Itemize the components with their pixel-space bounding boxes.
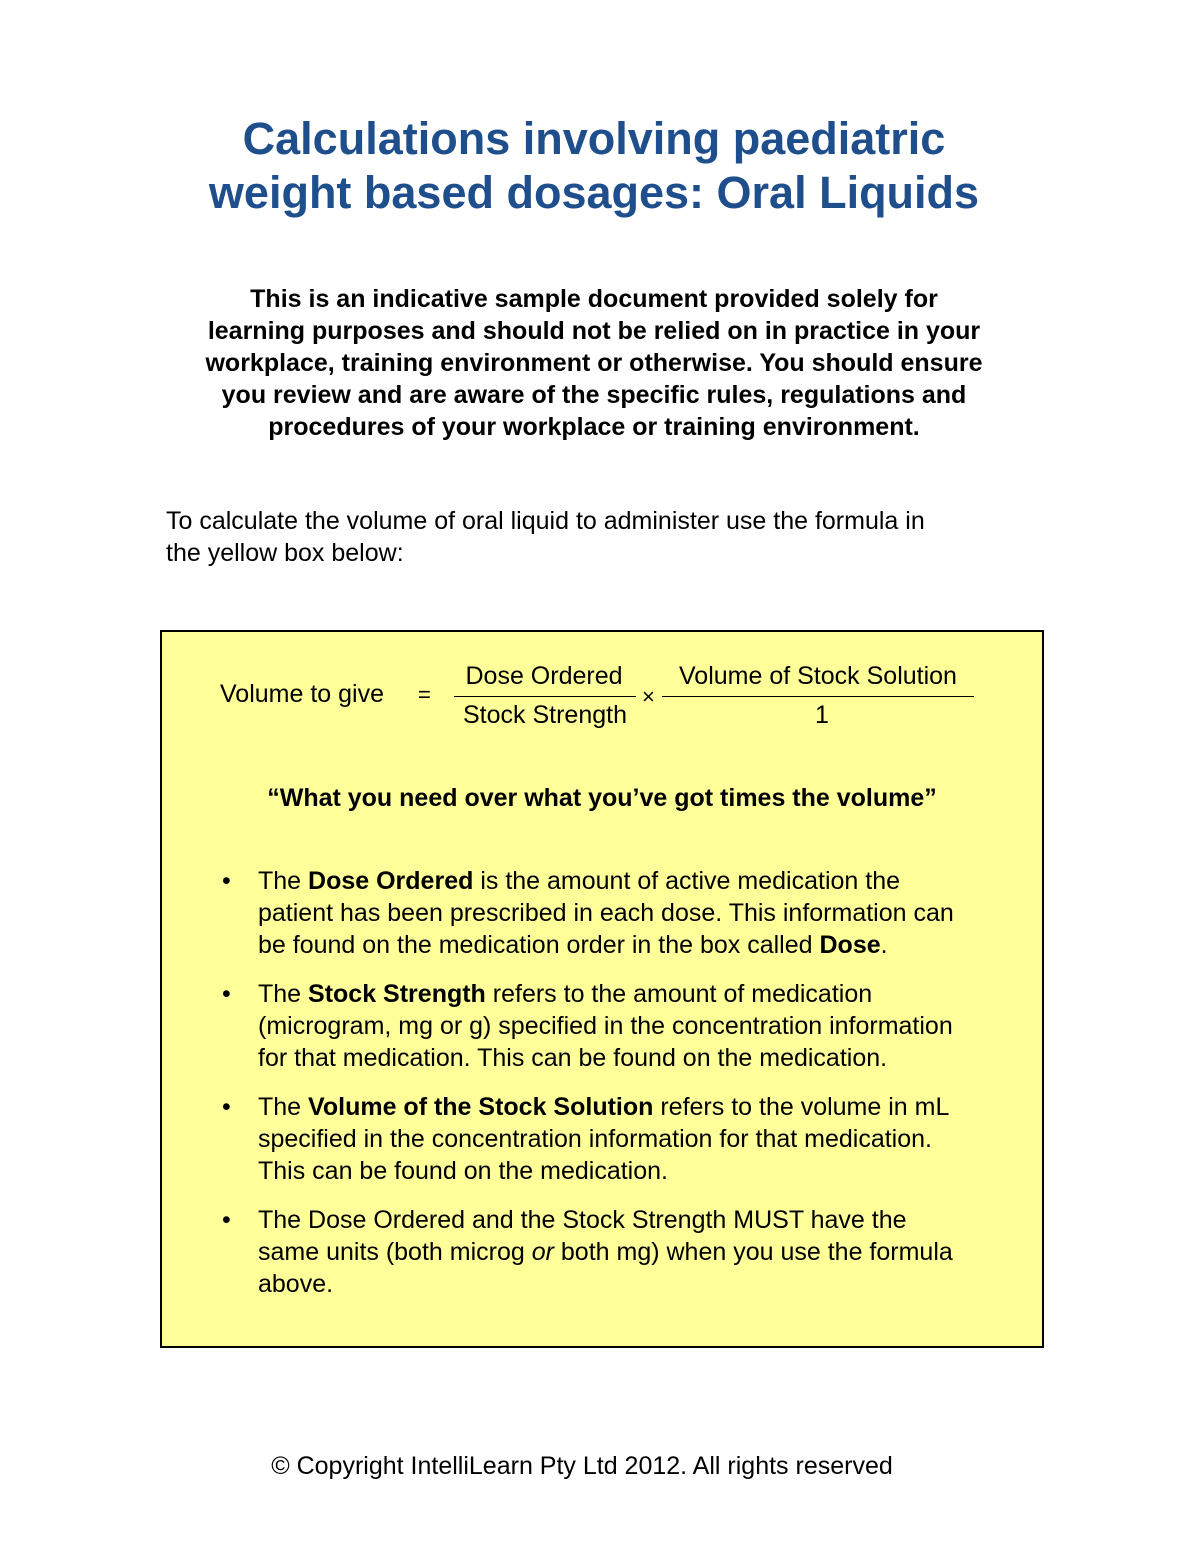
formula-equals: = bbox=[418, 682, 431, 707]
list-item-line: specified in the concentration information for that medication. bbox=[258, 1125, 932, 1153]
page-title bbox=[0, 112, 1188, 220]
list-item bbox=[220, 978, 1028, 1074]
disclaimer-line: This is an indicative sample document provided solely for bbox=[250, 285, 938, 313]
fraction-bar bbox=[662, 696, 974, 697]
text-run: same units (both microg bbox=[258, 1238, 532, 1266]
text-run: The bbox=[258, 867, 309, 895]
formula-lhs: Volume to give bbox=[220, 680, 384, 708]
list-item-line: (microgram, mg or g) specified in the concentration information bbox=[258, 1012, 953, 1040]
formula bbox=[162, 632, 1042, 752]
list-item-line: This can be found on the medication. bbox=[258, 1157, 668, 1185]
disclaimer-line: you review and are aware of the specific rules, regulations and bbox=[221, 381, 967, 409]
list-item bbox=[220, 865, 1028, 961]
text-run: refers to the volume in mL bbox=[653, 1093, 950, 1121]
list-item-line bbox=[258, 1091, 1028, 1123]
formula-denominator-one: 1 bbox=[815, 701, 829, 729]
list-item-line bbox=[258, 929, 1028, 961]
disclaimer-line: workplace, training environment or otherwise. You should ensure bbox=[205, 349, 983, 377]
list-item-line: above. bbox=[258, 1270, 334, 1298]
text-run: The bbox=[258, 980, 309, 1008]
title-line-1: Calculations involving paediatric bbox=[242, 113, 946, 164]
list-item-line: patient has been prescribed in each dose. This information can bbox=[258, 899, 954, 927]
formula-times: × bbox=[642, 684, 655, 709]
text-run: be found on the medication order in the box called bbox=[258, 931, 820, 959]
formula-box bbox=[160, 630, 1044, 1348]
intro-line: the yellow box below: bbox=[166, 539, 404, 567]
disclaimer bbox=[150, 283, 1038, 443]
list-item-line bbox=[258, 1236, 1028, 1268]
list-item-line: for that medication. This can be found on the medication. bbox=[258, 1044, 888, 1072]
term-dose-ordered: Dose Ordered bbox=[308, 867, 474, 895]
disclaimer-line: learning purposes and should not be relied on in practice in your bbox=[207, 317, 981, 345]
intro-line: To calculate the volume of oral liquid to administer use the formula in bbox=[166, 507, 925, 535]
term-volume-of-stock-solution: Volume of the Stock Solution bbox=[308, 1093, 654, 1121]
title-line-2: weight based dosages: Oral Liquids bbox=[208, 167, 980, 218]
list-item bbox=[220, 1204, 1028, 1300]
bullet-icon: • bbox=[222, 1093, 231, 1121]
fraction-bar bbox=[454, 696, 636, 697]
list-item-line: The Dose Ordered and the Stock Strength MUST have the bbox=[258, 1206, 907, 1234]
mnemonic-quote: “What you need over what you’ve got times the volume” bbox=[267, 784, 937, 812]
formula-numerator-dose-ordered: Dose Ordered bbox=[465, 662, 623, 690]
text-run: . bbox=[880, 931, 888, 959]
text-run: The bbox=[258, 1093, 309, 1121]
list-item-line bbox=[258, 865, 1028, 897]
term-dose: Dose bbox=[819, 931, 881, 959]
list-item-line bbox=[258, 978, 1028, 1010]
list-item bbox=[220, 1091, 1028, 1187]
bullet-icon: • bbox=[222, 1206, 231, 1234]
text-run: both mg) when you use the formula bbox=[553, 1238, 953, 1266]
formula-denominator-stock-strength: Stock Strength bbox=[463, 701, 627, 729]
formula-numerator-volume: Volume of Stock Solution bbox=[679, 662, 957, 690]
disclaimer-line: procedures of your workplace or training environment. bbox=[268, 413, 920, 441]
intro-paragraph bbox=[166, 505, 1046, 569]
emphasis-or: or bbox=[531, 1238, 554, 1266]
term-stock-strength: Stock Strength bbox=[308, 980, 486, 1008]
bullet-icon: • bbox=[222, 980, 231, 1008]
explanation-list bbox=[220, 865, 1028, 1317]
text-run: refers to the amount of medication bbox=[485, 980, 873, 1008]
bullet-icon: • bbox=[222, 867, 231, 895]
copyright-footer: © Copyright IntelliLearn Pty Ltd 2012. All rights reserved bbox=[271, 1452, 893, 1480]
text-run: is the amount of active medication the bbox=[473, 867, 900, 895]
